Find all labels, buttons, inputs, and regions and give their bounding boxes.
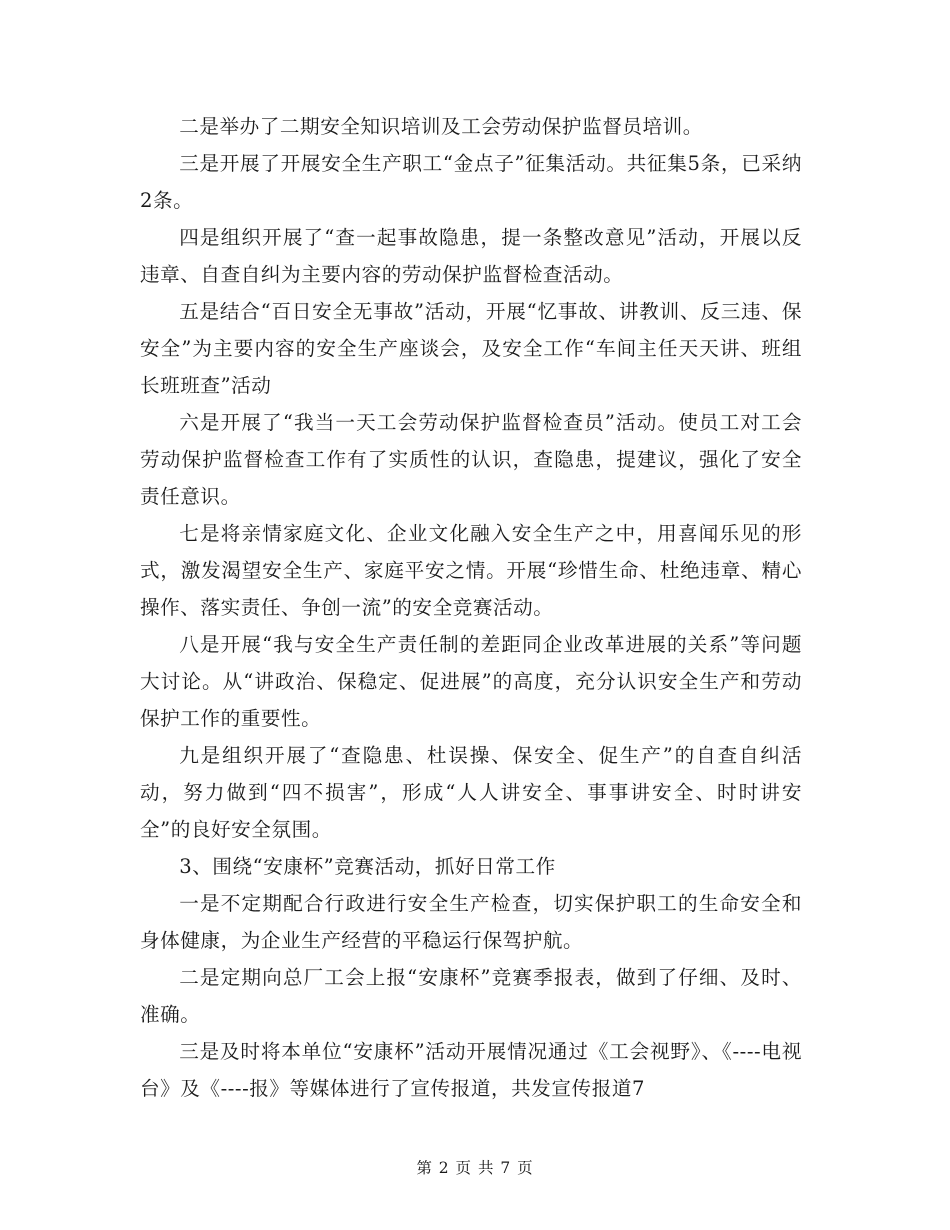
section-heading: 3、围绕“安康杯”竞赛活动，抓好日常工作 [179, 855, 556, 878]
paragraph-2: 三是开展了开展安全生产职工“金点子”征集活动。共征集5条，已采纳2条。 [140, 152, 802, 212]
paragraph-1: 二是举办了二期安全知识培训及工会劳动保护监督员培训。 [179, 115, 703, 138]
paragraph-6: 七是将亲情家庭文化、企业文化融入安全生产之中，用喜闻乐见的形式，激发渴望安全生产、家庭平安之情。开展“珍惜生命、杜绝违章、精心操作、落实责任、争创一流”的安全竞赛活动。 [140, 522, 802, 619]
paragraph-4: 五是结合“百日安全无事故”活动，开展“忆事故、讲教训、反三违、保安全”为主要内容的安全生产座谈会，及安全工作“车间主任天天讲、班组长班班查”活动 [140, 300, 802, 397]
paragraph-3: 四是组织开展了“查一起事故隐患，提一条整改意见”活动，开展以反违章、自查自纠为主要内容的劳动保护监督检查活动。 [140, 226, 802, 286]
paragraph-5: 六是开展了“我当一天工会劳动保护监督检查员”活动。使员工对工会劳动保护监督检查工作有了实质性的认识，查隐患，提建议，强化了安全责任意识。 [140, 411, 802, 508]
document-body [140, 108, 802, 1107]
page-number-footer: 第 2 页 共 7 页 [416, 1159, 534, 1177]
paragraph-9: 一是不定期配合行政进行安全生产检查，切实保护职工的生命安全和身体健康，为企业生产经营的平稳运行保驾护航。 [140, 892, 802, 952]
paragraph-10: 二是定期向总厂工会上报“安康杯”竞赛季报表，做到了仔细、及时、准确。 [140, 966, 802, 1026]
paragraph-8: 九是组织开展了“查隐患、杜误操、保安全、促生产”的自查自纠活动，努力做到“四不损害”，形成“人人讲安全、事事讲安全、时时讲安全”的良好安全氛围。 [140, 744, 802, 841]
paragraph-11: 三是及时将本单位“安康杯”活动开展情况通过《工会视野》、《----电视台》及《----报》等媒体进行了宣传报道，共发宣传报道7 [140, 1040, 802, 1100]
paragraph-7: 八是开展“我与安全生产责任制的差距同企业改革进展的关系”等问题大讨论。从“讲政治、保稳定、促进展”的高度，充分认识安全生产和劳动保护工作的重要性。 [140, 633, 802, 730]
